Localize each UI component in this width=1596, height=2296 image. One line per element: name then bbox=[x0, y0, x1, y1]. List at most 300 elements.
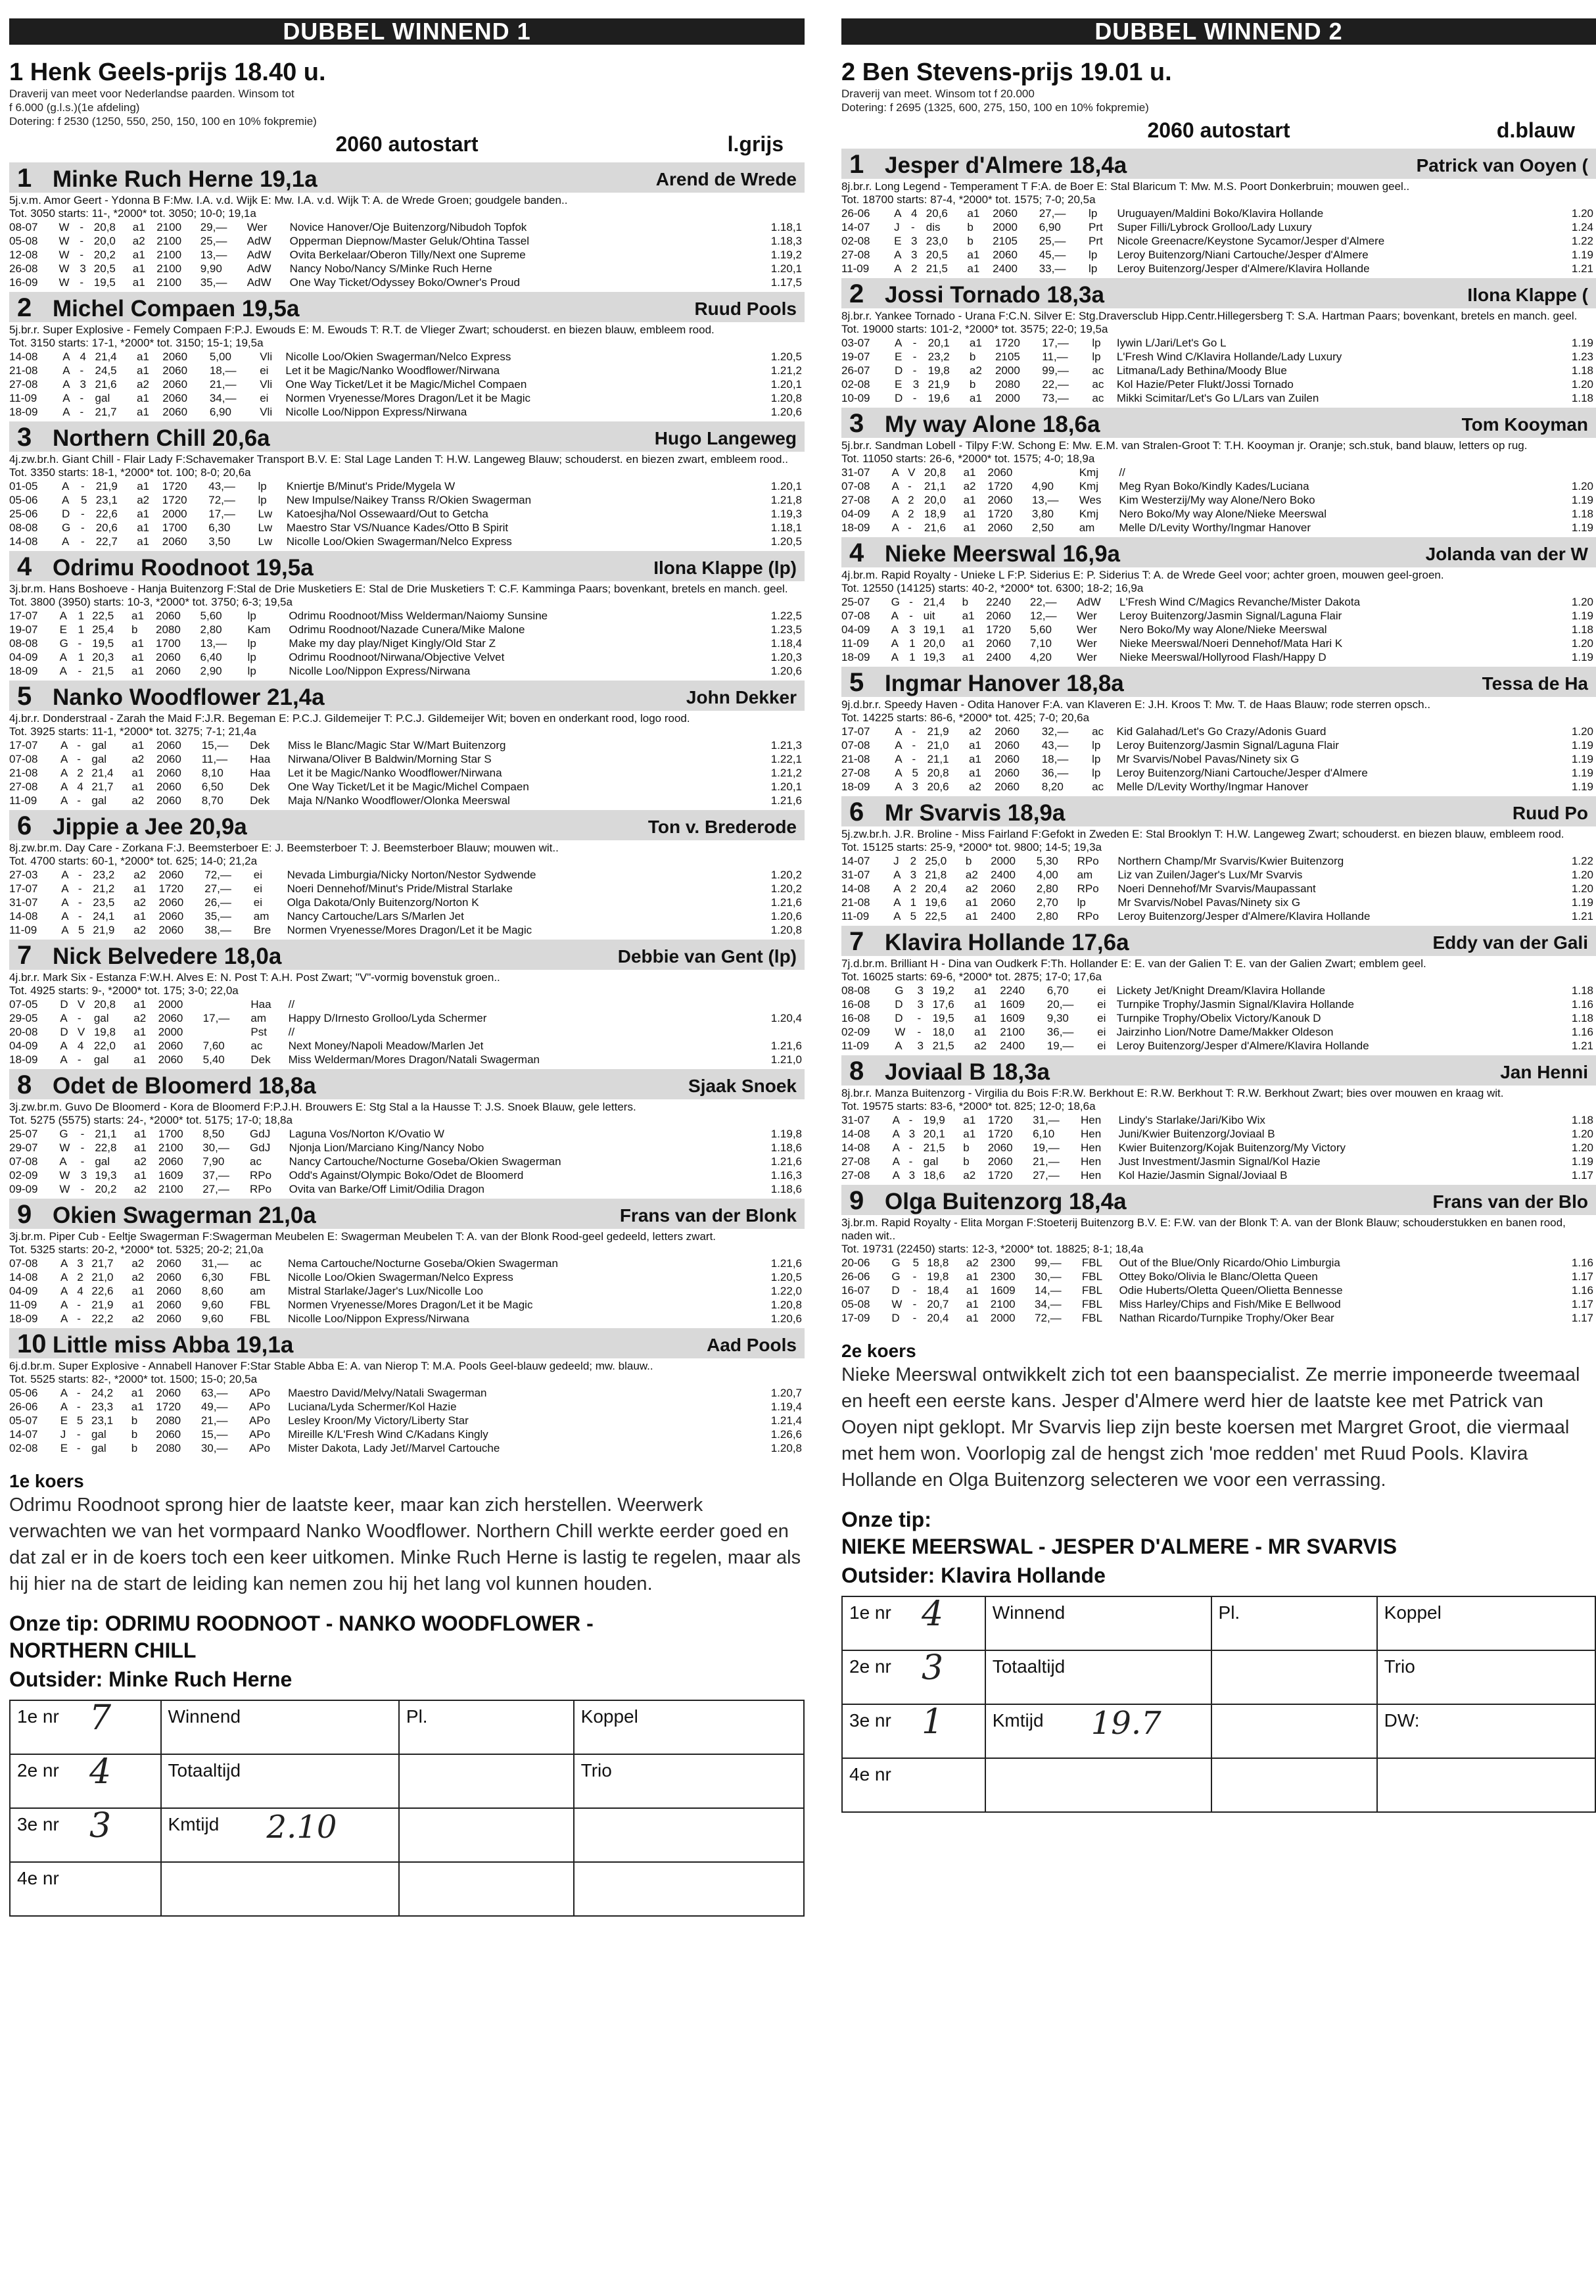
result-cell: 5 bbox=[76, 1414, 83, 1427]
result-cell: 26-07 bbox=[841, 364, 870, 377]
result-cell: a2 bbox=[133, 896, 147, 909]
result-cell: 27-08 bbox=[9, 378, 38, 391]
driver-name: Ilona Klappe (lp) bbox=[653, 558, 797, 578]
result-cell: 1.20,2 bbox=[770, 882, 802, 895]
horse-block bbox=[841, 537, 1596, 664]
results-table bbox=[841, 336, 1596, 405]
result-cell: A bbox=[60, 1012, 68, 1024]
result-cell: 19,1 bbox=[923, 623, 945, 636]
result-cell: ac bbox=[1092, 392, 1104, 404]
result-cell: Turnpike Trophy/Jasmin Signal/Klavira Hollande bbox=[1116, 998, 1354, 1011]
result-cell: 1720 bbox=[986, 623, 1011, 636]
result-cell: a1 bbox=[133, 1053, 147, 1066]
result-cell: Miss Harley/Chips and Fish/Mike E Bellwood bbox=[1119, 1298, 1341, 1310]
result-cell: 16-07 bbox=[841, 1284, 870, 1297]
result-cell: 1.20 bbox=[1571, 725, 1593, 738]
result-row bbox=[9, 766, 805, 780]
result-cell: Kmj bbox=[1079, 508, 1098, 520]
result-cell: Nicole Greenacre/Keystone Sycamor/Jesper d'Almere bbox=[1117, 235, 1385, 247]
result-cell: 1.20,1 bbox=[770, 480, 802, 492]
result-cell: 20,2 bbox=[93, 249, 116, 261]
result-cell: 34,— bbox=[209, 392, 237, 404]
result-cell: 2400 bbox=[991, 869, 1016, 881]
results-table bbox=[9, 479, 805, 548]
horse-pedigree: 3j.zw.br.m. Guvo De Bloomerd - Kora de Bloomerd F:P.J.H. Brouwers E: Stg Stal a la Hausse T: J.S. Snoek Blauw, gele letters. bbox=[9, 1101, 636, 1113]
result-cell: 2060 bbox=[158, 1053, 183, 1066]
result-cell: 38,— bbox=[204, 924, 231, 936]
result-cell: 2105 bbox=[995, 350, 1020, 363]
driver-name: Aad Pools bbox=[707, 1335, 797, 1355]
result-cell: 20,4 bbox=[925, 882, 947, 895]
result-row bbox=[841, 364, 1596, 377]
result-cell: - bbox=[80, 392, 84, 404]
form-label: 1e nr bbox=[849, 1602, 891, 1623]
horse-header bbox=[9, 810, 805, 840]
result-cell: 6,70 bbox=[1046, 984, 1069, 997]
result-row bbox=[841, 220, 1596, 234]
result-cell: 1.18 bbox=[1571, 1114, 1593, 1126]
result-cell: J bbox=[893, 855, 899, 867]
result-cell: 14-08 bbox=[841, 1128, 870, 1140]
result-cell: 3 bbox=[908, 1169, 916, 1182]
horse-pedigree: 5j.v.m. Amor Geert - Ydonna B F:Mw. I.A. v.d. Wijk E: Mw. I.A. v.d. Wijk T: A. de Wrede Groen; goudgele banden.. bbox=[9, 194, 568, 206]
result-cell: 21,— bbox=[209, 378, 237, 391]
result-cell: dis bbox=[926, 221, 941, 233]
result-cell: 1720 bbox=[162, 480, 187, 492]
result-cell: A bbox=[894, 249, 902, 261]
form-cell-place bbox=[399, 1754, 574, 1808]
result-cell: 2300 bbox=[990, 1256, 1016, 1269]
result-cell: 1.22 bbox=[1571, 855, 1593, 867]
result-cell: 1.21,6 bbox=[770, 1257, 802, 1270]
result-cell: Wes bbox=[1079, 494, 1102, 506]
result-cell: D bbox=[61, 508, 70, 520]
form-extra: Koppel bbox=[580, 1706, 638, 1727]
result-cell: 8,10 bbox=[201, 767, 223, 779]
race-title: 1 Henk Geels-prijs 18.40 u. bbox=[9, 59, 326, 86]
result-cell: 1.20 bbox=[1571, 207, 1593, 220]
result-cell: Leroy Buitenzorg/Jesper d'Almere/Klavira Hollande bbox=[1117, 910, 1371, 922]
result-cell: b bbox=[967, 235, 974, 247]
result-cell: - bbox=[917, 1012, 922, 1024]
result-cell: Haa bbox=[250, 998, 271, 1011]
result-cell: a1 bbox=[966, 1284, 979, 1297]
result-cell: 04-09 bbox=[841, 623, 870, 636]
result-row bbox=[9, 1039, 805, 1053]
result-cell: 29-05 bbox=[9, 1012, 38, 1024]
result-cell: Hen bbox=[1081, 1155, 1102, 1168]
result-cell: 14-07 bbox=[841, 855, 870, 867]
result-cell: 27-08 bbox=[9, 780, 38, 793]
result-cell: 08-07 bbox=[9, 221, 38, 233]
form-cell-place bbox=[399, 1808, 574, 1862]
race-meta bbox=[9, 128, 805, 160]
result-cell: 2,80 bbox=[1036, 882, 1058, 895]
result-cell: lp bbox=[1089, 249, 1098, 261]
result-cell: 45,— bbox=[1039, 249, 1066, 261]
result-cell: - bbox=[76, 1442, 81, 1454]
result-cell: 3 bbox=[917, 1040, 924, 1052]
horse-block bbox=[841, 278, 1596, 405]
result-cell: Mr Svarvis/Nobel Pavas/Ninety six G bbox=[1117, 896, 1301, 909]
result-cell: 21,7 bbox=[91, 780, 114, 793]
result-cell: a1 bbox=[963, 1128, 976, 1140]
result-cell: FBL bbox=[1081, 1270, 1103, 1283]
result-cell: Nema Cartouche/Nocturne Goseba/Okien Swagerman bbox=[287, 1257, 558, 1270]
horse-block bbox=[9, 681, 805, 807]
horse-header bbox=[841, 278, 1596, 308]
result-row bbox=[9, 794, 805, 807]
result-cell: 1.21,3 bbox=[770, 739, 802, 752]
result-row bbox=[9, 1298, 805, 1312]
result-cell: Lw bbox=[258, 508, 273, 520]
result-cell: 20,— bbox=[1046, 998, 1074, 1011]
result-cell: FBL bbox=[1081, 1312, 1103, 1324]
result-cell: 31-07 bbox=[841, 1114, 870, 1126]
result-cell: - bbox=[912, 1298, 917, 1310]
horse-number: 6 bbox=[17, 811, 32, 840]
result-cell: 3 bbox=[77, 1257, 83, 1270]
result-cell: 12-08 bbox=[9, 249, 38, 261]
result-cell: Leroy Buitenzorg/Niani Cartouche/Jesper d'Almere bbox=[1116, 767, 1368, 779]
result-cell: 5,00 bbox=[209, 350, 231, 363]
result-cell: a2 bbox=[968, 780, 981, 793]
result-cell: a1 bbox=[966, 1312, 979, 1324]
result-cell: a2 bbox=[133, 924, 147, 936]
result-cell: a1 bbox=[131, 1400, 144, 1413]
form-row bbox=[10, 1754, 804, 1808]
result-cell: 2060 bbox=[991, 896, 1016, 909]
horse-number: 5 bbox=[849, 668, 864, 697]
horse-statistics: Tot. 11050 starts: 26-6, *2000* tot. 1575; 4-0; 18,9a bbox=[841, 452, 1095, 465]
result-row bbox=[9, 1400, 805, 1414]
result-cell: 1.18 bbox=[1571, 1012, 1593, 1024]
form-label: 4e nr bbox=[17, 1868, 59, 1888]
result-cell: Luciana/Lyda Schermer/Kol Hazie bbox=[288, 1400, 457, 1413]
result-cell: A bbox=[62, 406, 70, 418]
result-cell: am bbox=[1077, 869, 1093, 881]
result-cell: Next Money/Napoli Meadow/Marlen Jet bbox=[288, 1040, 484, 1052]
result-cell: 2,90 bbox=[200, 665, 222, 677]
result-cell: Dek bbox=[250, 739, 270, 752]
result-row bbox=[841, 262, 1596, 275]
result-cell: - bbox=[78, 896, 82, 909]
result-cell: 1.18 bbox=[1571, 508, 1593, 520]
result-cell: 5 bbox=[78, 924, 85, 936]
result-cell: 21,9 bbox=[91, 1299, 114, 1311]
result-cell: 5,60 bbox=[1029, 623, 1052, 636]
driver-name: Patrick van Ooyen ( bbox=[1416, 155, 1588, 176]
horse-statistics: Tot. 3800 (3950) starts: 10-3, *2000* tot. 3750; 6-3; 19,5a bbox=[9, 596, 293, 608]
result-cell: uit bbox=[923, 610, 935, 622]
horse-statistics: Tot. 3350 starts: 18-1, *2000* tot. 100; 8-0; 20,6a bbox=[9, 466, 251, 479]
result-cell: a2 bbox=[137, 494, 150, 506]
result-cell: 18,9 bbox=[924, 508, 946, 520]
result-cell: - bbox=[908, 1141, 913, 1154]
result-cell: 21-08 bbox=[841, 896, 870, 909]
result-cell: 22,0 bbox=[93, 1040, 116, 1052]
result-cell: a1 bbox=[131, 1299, 145, 1311]
result-cell: Nero Boko/My way Alone/Nieke Meerswal bbox=[1119, 508, 1326, 520]
result-cell: a1 bbox=[962, 610, 975, 622]
race-distance: 2060 autostart bbox=[335, 132, 479, 156]
horse-pedigree: 8j.br.r. Yankee Tornado - Urana F:C.N. Silver E: Stg.Draversclub Hipp.Centr.Hillegersberg T: S.A. Hartman Paars; bovenkant, bretels en manch. geel. bbox=[841, 310, 1578, 322]
result-cell: D bbox=[891, 1312, 900, 1324]
result-cell: 6,30 bbox=[201, 1271, 223, 1283]
result-cell: APo bbox=[248, 1442, 271, 1454]
result-cell: Hen bbox=[1081, 1114, 1102, 1126]
result-cell: A bbox=[60, 753, 68, 765]
result-cell: a2 bbox=[134, 1183, 147, 1195]
result-cell: // bbox=[288, 1026, 295, 1038]
horse-name: Nieke Meerswal 16,9a bbox=[885, 541, 1121, 567]
result-cell: 09-09 bbox=[9, 1183, 38, 1195]
horse-pedigree: 6j.d.br.m. Super Explosive - Annabell Hanover F:Star Stable Abba E: A. van Nierop T: M.A. Pools Geel-blauw gedeeld; mw. blauw.. bbox=[9, 1360, 653, 1372]
result-cell: 2000 bbox=[991, 855, 1016, 867]
result-row bbox=[9, 609, 805, 623]
result-cell: Nirwana/Oliver B Baldwin/Morning Star S bbox=[287, 753, 492, 765]
result-cell: 2060 bbox=[156, 794, 181, 807]
result-row bbox=[9, 507, 805, 521]
result-cell: 02-08 bbox=[841, 235, 870, 247]
driver-name: Jolanda van der W bbox=[1425, 544, 1588, 564]
tip-label: Onze tip: ODRIMU ROODNOOT - NANKO WOODFLOWER - bbox=[9, 1612, 594, 1635]
results-table bbox=[841, 854, 1596, 923]
form-cell-bettype bbox=[985, 1704, 1211, 1758]
result-cell: 11-09 bbox=[841, 637, 870, 650]
driver-name: John Dekker bbox=[686, 687, 797, 707]
horse-name: Little miss Abba 19,1a bbox=[53, 1332, 294, 1358]
result-cell: 02-08 bbox=[9, 1442, 38, 1454]
result-cell: lp bbox=[1092, 337, 1101, 349]
handwritten-number: 3 bbox=[922, 1648, 944, 1688]
result-cell: Maestro David/Melvy/Natali Swagerman bbox=[288, 1387, 487, 1399]
result-cell: gal bbox=[91, 739, 107, 752]
result-cell: Just Investment/Jasmin Signal/Kol Hazie bbox=[1118, 1155, 1321, 1168]
result-cell: 9,60 bbox=[201, 1312, 223, 1325]
result-cell: 2060 bbox=[156, 767, 181, 779]
result-cell: 19,— bbox=[1033, 1141, 1060, 1154]
result-cell: 11,— bbox=[201, 753, 228, 765]
result-cell: D bbox=[60, 998, 68, 1011]
result-cell: 1 bbox=[909, 637, 916, 650]
result-row bbox=[841, 609, 1596, 623]
form-bettype: Totaaltijd bbox=[168, 1760, 241, 1781]
result-cell: Haa bbox=[250, 753, 271, 765]
result-cell: 2100 bbox=[156, 221, 182, 233]
analysis-text: Odrimu Roodnoot sprong hier de laatste keer, maar kan zich herstellen. Weerwerk verwachten we van het vormpaard Nanko Woodflower. Northern Chill werkte eerder goed en dat zal er in de koers toch een keer uitkomen. Minke Ruch Herne is lastig te regelen, maar als hij hier na de start de leiding kan nemen zou hij het lang vol kunnen houden. bbox=[9, 1495, 801, 1594]
horse-header bbox=[841, 408, 1596, 438]
result-cell: Ovita van Barke/Off Limit/Odilia Dragon bbox=[289, 1183, 484, 1195]
result-cell: 36,— bbox=[1046, 1026, 1074, 1038]
result-cell: 3 bbox=[911, 235, 918, 247]
horse-name: Odet de Bloomerd 18,8a bbox=[53, 1073, 316, 1099]
result-cell: 1.20,8 bbox=[770, 924, 802, 936]
result-cell: 14-07 bbox=[9, 1428, 38, 1441]
result-cell: a1 bbox=[969, 337, 982, 349]
handwritten-number: 3 bbox=[89, 1806, 112, 1846]
result-cell: FBL bbox=[1081, 1256, 1103, 1269]
result-cell: Katoesjha/Nol Ossewaard/Out to Getcha bbox=[286, 508, 488, 520]
result-cell: 1.19 bbox=[1571, 494, 1593, 506]
result-cell: A bbox=[62, 350, 70, 363]
result-cell: 2060 bbox=[995, 767, 1020, 779]
result-cell: 4 bbox=[911, 207, 918, 220]
result-cell: gal bbox=[95, 392, 110, 404]
result-cell: 25-06 bbox=[9, 508, 38, 520]
result-cell: 07-08 bbox=[841, 610, 870, 622]
result-cell: A bbox=[895, 753, 903, 765]
result-cell: - bbox=[81, 480, 85, 492]
horse-number: 3 bbox=[849, 409, 864, 438]
result-cell: 20,4 bbox=[927, 1312, 949, 1324]
result-cell: Wer bbox=[1076, 651, 1097, 663]
result-cell: 11-09 bbox=[9, 392, 37, 404]
result-row bbox=[841, 1270, 1596, 1283]
result-cell: 1.21,8 bbox=[770, 494, 802, 506]
handwritten-number: 7 bbox=[89, 1698, 112, 1738]
result-cell: 11-09 bbox=[9, 924, 37, 936]
result-cell: 21,7 bbox=[95, 406, 117, 418]
result-cell: 2060 bbox=[158, 910, 184, 922]
result-cell: 2400 bbox=[986, 651, 1011, 663]
result-cell: A bbox=[59, 665, 67, 677]
horse-name: Jippie a Jee 20,9a bbox=[53, 814, 247, 840]
result-cell: Leroy Buitenzorg/Jesper d'Almere/Klavira Hollande bbox=[1117, 262, 1370, 275]
result-cell: Odrimu Roodnoot/Nirwana/Objective Velvet bbox=[289, 651, 505, 663]
results-table bbox=[9, 1127, 805, 1196]
result-cell: 2080 bbox=[156, 1442, 181, 1454]
result-row bbox=[9, 479, 805, 493]
result-row bbox=[9, 1025, 805, 1039]
result-cell: 2060 bbox=[156, 1271, 181, 1283]
result-row bbox=[841, 623, 1596, 636]
horse-name: Michel Compaen 19,5a bbox=[53, 296, 300, 322]
result-row bbox=[841, 1283, 1596, 1297]
result-cell: 27,— bbox=[1033, 1169, 1060, 1182]
result-cell: a1 bbox=[968, 753, 981, 765]
result-cell: 5,40 bbox=[202, 1053, 225, 1066]
result-cell bbox=[1032, 466, 1079, 479]
result-cell: A bbox=[891, 480, 899, 492]
result-cell: 1.18,6 bbox=[770, 1183, 802, 1195]
result-cell: Nevada Limburgia/Nicky Norton/Nestor Sydwende bbox=[287, 869, 536, 881]
result-row bbox=[9, 896, 805, 909]
result-cell: 11-09 bbox=[841, 262, 870, 275]
result-cell: A bbox=[60, 1312, 68, 1325]
driver-name: Ilona Klappe ( bbox=[1467, 285, 1588, 305]
result-cell: Laguna Vos/Norton K/Ovatio W bbox=[289, 1128, 444, 1140]
form-extra: Koppel bbox=[1384, 1602, 1442, 1623]
result-cell: 3 bbox=[917, 998, 924, 1011]
result-cell: 05-06 bbox=[9, 1387, 38, 1399]
result-cell: 2060 bbox=[158, 1155, 183, 1168]
result-cell: Odie Huberts/Oletta Queen/Olietta Bennesse bbox=[1119, 1284, 1343, 1297]
result-cell: A bbox=[895, 725, 903, 738]
tip-label: Onze tip: bbox=[841, 1508, 931, 1531]
result-cell: A bbox=[894, 262, 902, 275]
result-cell: 1.20,7 bbox=[770, 1387, 802, 1399]
result-cell: 2100 bbox=[156, 249, 182, 261]
result-cell: D bbox=[60, 1026, 68, 1038]
result-cell: J bbox=[894, 221, 900, 233]
result-cell: 1.16 bbox=[1571, 998, 1593, 1011]
horse-number: 3 bbox=[17, 423, 32, 452]
result-row bbox=[9, 377, 805, 391]
result-cell: - bbox=[78, 637, 82, 650]
result-cell: 17-07 bbox=[9, 882, 38, 895]
result-cell: FBL bbox=[250, 1271, 271, 1283]
result-cell: 11-09 bbox=[841, 910, 870, 922]
result-cell: ei bbox=[1097, 984, 1106, 997]
result-cell: 2060 bbox=[162, 535, 187, 548]
result-cell: 1 bbox=[909, 651, 916, 663]
result-cell: 5,30 bbox=[1036, 855, 1058, 867]
result-cell: E bbox=[894, 350, 903, 363]
result-cell: A bbox=[60, 1040, 68, 1052]
result-cell: 1 bbox=[78, 610, 84, 622]
form-label: 2e nr bbox=[17, 1760, 59, 1781]
result-cell: b bbox=[963, 1155, 970, 1168]
driver-name: Eddy van der Gali bbox=[1432, 932, 1588, 953]
form-row bbox=[10, 1808, 804, 1862]
result-cell: 21-08 bbox=[841, 753, 870, 765]
result-cell: 2 bbox=[908, 508, 914, 520]
result-cell: Kmj bbox=[1079, 466, 1098, 479]
result-row bbox=[9, 1182, 805, 1196]
result-cell: 2060 bbox=[995, 753, 1020, 765]
result-cell: a1 bbox=[137, 508, 150, 520]
horse-header bbox=[841, 1055, 1596, 1086]
result-cell: 23,0 bbox=[926, 235, 948, 247]
result-cell: 3 bbox=[912, 378, 920, 391]
result-cell: am bbox=[253, 910, 270, 922]
result-cell: a1 bbox=[974, 984, 987, 997]
result-cell: a1 bbox=[962, 637, 975, 650]
analysis-title: 2e koers bbox=[841, 1341, 916, 1361]
result-row bbox=[9, 1053, 805, 1066]
result-cell: a2 bbox=[133, 1012, 147, 1024]
result-cell: 26,— bbox=[204, 896, 231, 909]
result-cell: a1 bbox=[131, 1387, 144, 1399]
result-cell: A bbox=[61, 480, 70, 492]
result-cell: 17-07 bbox=[9, 739, 38, 752]
result-cell: D bbox=[895, 1012, 903, 1024]
result-cell: - bbox=[908, 521, 912, 534]
result-cell: Vli bbox=[260, 378, 273, 391]
result-cell: lp bbox=[247, 637, 256, 650]
result-cell: - bbox=[81, 508, 85, 520]
result-cell: A bbox=[61, 882, 69, 895]
horse-block bbox=[9, 292, 805, 419]
result-cell: 2060 bbox=[162, 378, 188, 391]
form-cell-extra bbox=[574, 1808, 804, 1862]
tip-text: NIEKE MEERSWAL - JESPER D'ALMERE - MR SVARVIS bbox=[841, 1535, 1397, 1558]
result-cell: Njonja Lion/Marciano King/Nancy Nobo bbox=[289, 1141, 484, 1154]
result-cell: 17,— bbox=[208, 508, 235, 520]
result-cell: a2 bbox=[963, 480, 976, 492]
result-cell: 2060 bbox=[156, 610, 181, 622]
result-cell: ac bbox=[1092, 780, 1104, 793]
horse-block bbox=[841, 149, 1596, 275]
form-extra: Trio bbox=[1384, 1656, 1415, 1677]
result-cell: lp bbox=[247, 665, 256, 677]
result-row bbox=[9, 364, 805, 377]
result-cell: 2060 bbox=[995, 739, 1020, 752]
race-column-2 bbox=[841, 18, 1596, 2296]
result-cell: 18,— bbox=[209, 364, 237, 377]
result-cell: gal bbox=[91, 794, 107, 807]
